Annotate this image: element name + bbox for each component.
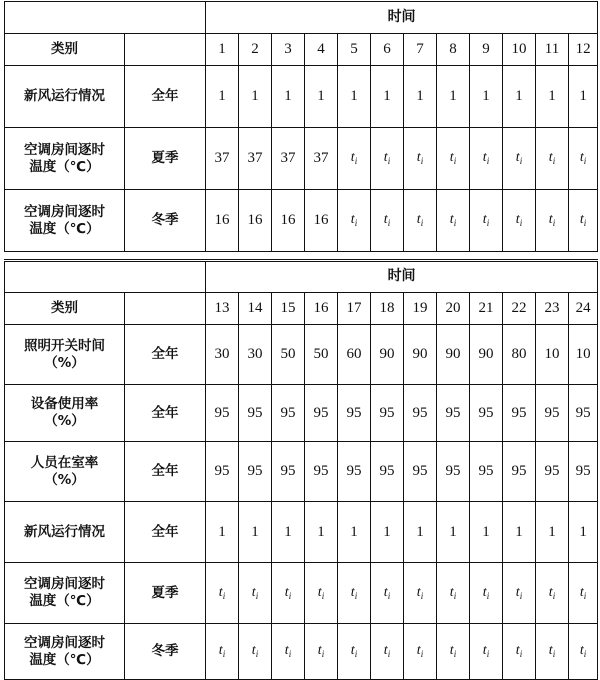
value-cell: 95	[503, 442, 536, 502]
value-subscript: i	[354, 590, 358, 601]
value-cell	[470, 128, 503, 190]
value-cell: 90	[404, 325, 437, 385]
value-symbol: t	[284, 643, 289, 659]
value-cell	[206, 563, 239, 624]
value-symbol: t	[350, 643, 355, 659]
value-cell: 1	[371, 502, 404, 563]
row-label: 新风运行情况	[5, 66, 125, 128]
value-cell: 1	[338, 502, 371, 563]
hour-cell: 10	[503, 34, 536, 66]
category-header: 类别	[5, 293, 125, 325]
time-header-row	[5, 2, 598, 34]
value-cell: 1	[569, 66, 598, 128]
value-subscript: i	[420, 590, 424, 601]
value-subscript: i	[420, 218, 424, 229]
hour-cell: 16	[305, 293, 338, 325]
hour-cell: 20	[437, 293, 470, 325]
value-cell	[338, 128, 371, 190]
season-cell: 全年	[125, 66, 206, 128]
value-cell	[503, 624, 536, 680]
value-cell: 1	[338, 66, 371, 128]
hours-row	[5, 293, 598, 325]
value-cell: 37	[206, 128, 239, 190]
value-cell: 1	[305, 66, 338, 128]
value-cell: 16	[272, 190, 305, 252]
value-cell: 95	[305, 385, 338, 442]
value-cell: 1	[305, 502, 338, 563]
blank-season-cell	[125, 293, 206, 325]
value-symbol: t	[482, 584, 487, 600]
value-symbol: t	[515, 643, 520, 659]
row-label	[5, 624, 125, 680]
value-cell: 1	[569, 502, 598, 563]
value-cell: 1	[470, 66, 503, 128]
value-subscript: i	[519, 590, 523, 601]
value-subscript: i	[486, 156, 490, 167]
hour-cell: 15	[272, 293, 305, 325]
value-symbol: t	[416, 584, 421, 600]
value-cell: 16	[305, 190, 338, 252]
row-label-line1: 人员在室率	[30, 454, 99, 471]
row-label	[5, 442, 125, 502]
hour-cell: 2	[239, 34, 272, 66]
category-header: 类别	[5, 34, 125, 66]
value-symbol: t	[251, 643, 256, 659]
value-subscript: i	[387, 649, 391, 660]
row-label-line1: 空调房间逐时	[24, 576, 105, 593]
value-symbol: t	[218, 643, 223, 659]
value-cell	[569, 563, 598, 624]
table-row	[5, 502, 598, 563]
value-cell: 1	[503, 66, 536, 128]
hour-cell: 11	[536, 34, 569, 66]
value-symbol: t	[350, 584, 355, 600]
hour-cell: 17	[338, 293, 371, 325]
value-cell: 95	[437, 442, 470, 502]
value-subscript: i	[255, 649, 259, 660]
value-symbol: t	[383, 584, 388, 600]
value-cell: 95	[470, 442, 503, 502]
value-symbol: t	[383, 643, 388, 659]
value-cell: 10	[536, 325, 569, 385]
value-cell: 95	[569, 385, 598, 442]
row-label-line1: 照明开关时间	[24, 337, 105, 354]
row-label-line2: （%）	[44, 471, 85, 488]
hour-cell: 5	[338, 34, 371, 66]
value-cell: 1	[206, 502, 239, 563]
value-subscript: i	[486, 649, 490, 660]
value-cell	[338, 624, 371, 680]
row-label-line1: 空调房间逐时	[24, 203, 105, 220]
value-cell	[437, 190, 470, 252]
value-cell: 95	[305, 442, 338, 502]
value-cell: 95	[338, 442, 371, 502]
upper-schedule-table	[4, 1, 598, 252]
table-row	[5, 128, 598, 190]
hour-cell: 4	[305, 34, 338, 66]
value-subscript: i	[583, 649, 587, 660]
season-cell: 冬季	[125, 624, 206, 680]
value-symbol: t	[482, 643, 487, 659]
value-cell	[470, 624, 503, 680]
value-subscript: i	[552, 218, 556, 229]
value-cell: 95	[569, 442, 598, 502]
value-cell: 90	[371, 325, 404, 385]
hour-cell: 8	[437, 34, 470, 66]
value-cell: 1	[536, 502, 569, 563]
value-symbol: t	[579, 150, 584, 166]
value-cell	[404, 190, 437, 252]
row-label	[5, 563, 125, 624]
season-cell: 全年	[125, 442, 206, 502]
value-cell	[470, 563, 503, 624]
value-symbol: t	[482, 212, 487, 228]
value-symbol: t	[284, 584, 289, 600]
value-cell	[272, 624, 305, 680]
value-cell: 95	[371, 442, 404, 502]
value-cell: 1	[206, 66, 239, 128]
value-subscript: i	[519, 156, 523, 167]
value-cell	[503, 128, 536, 190]
value-cell	[371, 128, 404, 190]
value-subscript: i	[486, 218, 490, 229]
value-cell: 95	[239, 385, 272, 442]
value-cell: 1	[470, 502, 503, 563]
hour-cell: 19	[404, 293, 437, 325]
row-label-line1: 设备使用率	[30, 396, 99, 413]
row-label-line1: 空调房间逐时	[24, 634, 105, 651]
value-symbol: t	[548, 212, 553, 228]
value-subscript: i	[519, 218, 523, 229]
time-header: 时间	[206, 2, 598, 34]
hour-cell: 24	[569, 293, 598, 325]
value-cell: 95	[272, 385, 305, 442]
value-cell: 1	[503, 502, 536, 563]
value-cell: 1	[536, 66, 569, 128]
value-cell	[569, 624, 598, 680]
row-label-line2: （%）	[44, 413, 85, 429]
value-cell: 95	[536, 442, 569, 502]
value-subscript: i	[453, 590, 457, 601]
value-cell: 1	[437, 66, 470, 128]
value-cell: 1	[404, 502, 437, 563]
value-symbol: t	[548, 643, 553, 659]
value-symbol: t	[383, 212, 388, 228]
blank-corner-cell	[5, 261, 206, 293]
value-cell: 37	[305, 128, 338, 190]
value-symbol: t	[251, 584, 256, 600]
value-symbol: t	[579, 212, 584, 228]
value-cell: 37	[239, 128, 272, 190]
value-subscript: i	[552, 590, 556, 601]
value-subscript: i	[321, 590, 325, 601]
value-cell	[437, 128, 470, 190]
value-cell	[239, 624, 272, 680]
row-label	[5, 325, 125, 385]
row-label-line2: （%）	[44, 354, 85, 371]
row-label-line2: 温度（℃）	[29, 158, 100, 175]
value-cell	[239, 563, 272, 624]
value-cell	[536, 624, 569, 680]
value-subscript: i	[387, 218, 391, 229]
value-cell: 95	[404, 442, 437, 502]
value-cell: 10	[569, 325, 598, 385]
lower-schedule-table	[4, 259, 598, 680]
value-subscript: i	[583, 156, 587, 167]
value-cell: 95	[470, 385, 503, 442]
value-symbol: t	[449, 584, 454, 600]
value-symbol: t	[515, 212, 520, 228]
value-cell	[503, 190, 536, 252]
value-cell	[305, 624, 338, 680]
value-cell	[272, 563, 305, 624]
value-cell: 60	[338, 325, 371, 385]
row-label-line1: 空调房间逐时	[24, 141, 105, 158]
value-cell	[305, 563, 338, 624]
value-cell	[338, 190, 371, 252]
value-symbol: t	[350, 212, 355, 228]
table-row	[5, 442, 598, 502]
hour-cell: 6	[371, 34, 404, 66]
hour-cell: 1	[206, 34, 239, 66]
value-cell: 50	[272, 325, 305, 385]
value-cell	[371, 190, 404, 252]
value-cell	[437, 563, 470, 624]
value-symbol: t	[449, 212, 454, 228]
hour-cell: 21	[470, 293, 503, 325]
value-cell: 1	[404, 66, 437, 128]
time-header: 时间	[206, 261, 598, 293]
value-cell	[569, 128, 598, 190]
value-subscript: i	[354, 218, 358, 229]
table-row	[5, 66, 598, 128]
value-cell	[404, 624, 437, 680]
value-cell: 16	[239, 190, 272, 252]
value-cell: 95	[437, 385, 470, 442]
value-subscript: i	[387, 590, 391, 601]
value-cell: 90	[470, 325, 503, 385]
season-cell: 全年	[125, 325, 206, 385]
value-cell: 1	[437, 502, 470, 563]
value-subscript: i	[222, 590, 226, 601]
value-cell	[404, 128, 437, 190]
value-symbol: t	[515, 584, 520, 600]
hour-cell: 13	[206, 293, 239, 325]
value-subscript: i	[583, 218, 587, 229]
value-cell: 95	[371, 385, 404, 442]
value-symbol: t	[579, 643, 584, 659]
season-cell: 夏季	[125, 563, 206, 624]
value-symbol: t	[350, 150, 355, 166]
row-label	[5, 385, 125, 442]
time-header-row	[5, 261, 598, 293]
value-symbol: t	[449, 643, 454, 659]
value-cell: 95	[404, 385, 437, 442]
value-cell	[536, 190, 569, 252]
row-label-line2: 温度（℃）	[29, 651, 100, 668]
hour-cell: 7	[404, 34, 437, 66]
value-subscript: i	[222, 649, 226, 660]
hour-cell: 22	[503, 293, 536, 325]
value-symbol: t	[416, 212, 421, 228]
value-subscript: i	[321, 649, 325, 660]
season-cell: 全年	[125, 385, 206, 442]
table-row	[5, 190, 598, 252]
table-row	[5, 624, 598, 680]
value-symbol: t	[317, 643, 322, 659]
value-cell	[206, 624, 239, 680]
value-subscript: i	[420, 156, 424, 167]
value-cell: 90	[437, 325, 470, 385]
value-cell: 1	[371, 66, 404, 128]
table-row	[5, 563, 598, 624]
row-label-line2: 温度（℃）	[29, 593, 100, 609]
value-symbol: t	[548, 584, 553, 600]
value-cell: 1	[272, 66, 305, 128]
value-cell: 16	[206, 190, 239, 252]
value-subscript: i	[453, 649, 457, 660]
value-symbol: t	[317, 584, 322, 600]
value-subscript: i	[420, 649, 424, 660]
row-label	[5, 128, 125, 190]
value-subscript: i	[354, 649, 358, 660]
hour-cell: 3	[272, 34, 305, 66]
value-cell: 30	[206, 325, 239, 385]
value-cell	[569, 190, 598, 252]
hour-cell: 18	[371, 293, 404, 325]
value-cell: 95	[272, 442, 305, 502]
value-subscript: i	[552, 156, 556, 167]
value-symbol: t	[515, 150, 520, 166]
value-cell: 50	[305, 325, 338, 385]
row-label	[5, 190, 125, 252]
value-subscript: i	[453, 156, 457, 167]
value-subscript: i	[387, 156, 391, 167]
value-cell: 1	[272, 502, 305, 563]
season-cell: 全年	[125, 502, 206, 563]
value-cell	[503, 563, 536, 624]
hours-row	[5, 34, 598, 66]
value-cell: 80	[503, 325, 536, 385]
table-row	[5, 325, 598, 385]
value-symbol: t	[416, 643, 421, 659]
hour-cell: 23	[536, 293, 569, 325]
value-symbol: t	[218, 584, 223, 600]
hour-cell: 14	[239, 293, 272, 325]
hour-cell: 12	[569, 34, 598, 66]
value-symbol: t	[548, 150, 553, 166]
value-cell	[437, 624, 470, 680]
value-cell	[371, 624, 404, 680]
value-cell	[404, 563, 437, 624]
value-cell: 95	[536, 385, 569, 442]
value-cell: 95	[338, 385, 371, 442]
value-cell	[536, 563, 569, 624]
blank-corner-cell	[5, 2, 206, 34]
value-cell	[536, 128, 569, 190]
season-cell: 冬季	[125, 190, 206, 252]
value-subscript: i	[583, 590, 587, 601]
value-cell	[338, 563, 371, 624]
value-symbol: t	[449, 150, 454, 166]
value-cell: 1	[239, 502, 272, 563]
value-subscript: i	[453, 218, 457, 229]
season-cell: 夏季	[125, 128, 206, 190]
value-symbol: t	[416, 150, 421, 166]
value-cell: 37	[272, 128, 305, 190]
value-cell: 95	[503, 385, 536, 442]
row-label: 新风运行情况	[5, 502, 125, 563]
table-row	[5, 385, 598, 442]
value-cell	[371, 563, 404, 624]
blank-season-cell	[125, 34, 206, 66]
hour-cell: 9	[470, 34, 503, 66]
row-label-line2: 温度（℃）	[29, 220, 100, 237]
value-subscript: i	[354, 156, 358, 167]
value-cell: 1	[239, 66, 272, 128]
value-cell	[470, 190, 503, 252]
value-cell: 30	[239, 325, 272, 385]
value-cell: 95	[206, 385, 239, 442]
value-symbol: t	[383, 150, 388, 166]
value-subscript: i	[486, 590, 490, 601]
value-symbol: t	[579, 584, 584, 600]
value-cell: 95	[206, 442, 239, 502]
value-subscript: i	[255, 590, 259, 601]
value-symbol: t	[482, 150, 487, 166]
value-subscript: i	[288, 649, 292, 660]
value-subscript: i	[519, 649, 523, 660]
value-subscript: i	[552, 649, 556, 660]
value-cell: 95	[239, 442, 272, 502]
value-subscript: i	[288, 590, 292, 601]
